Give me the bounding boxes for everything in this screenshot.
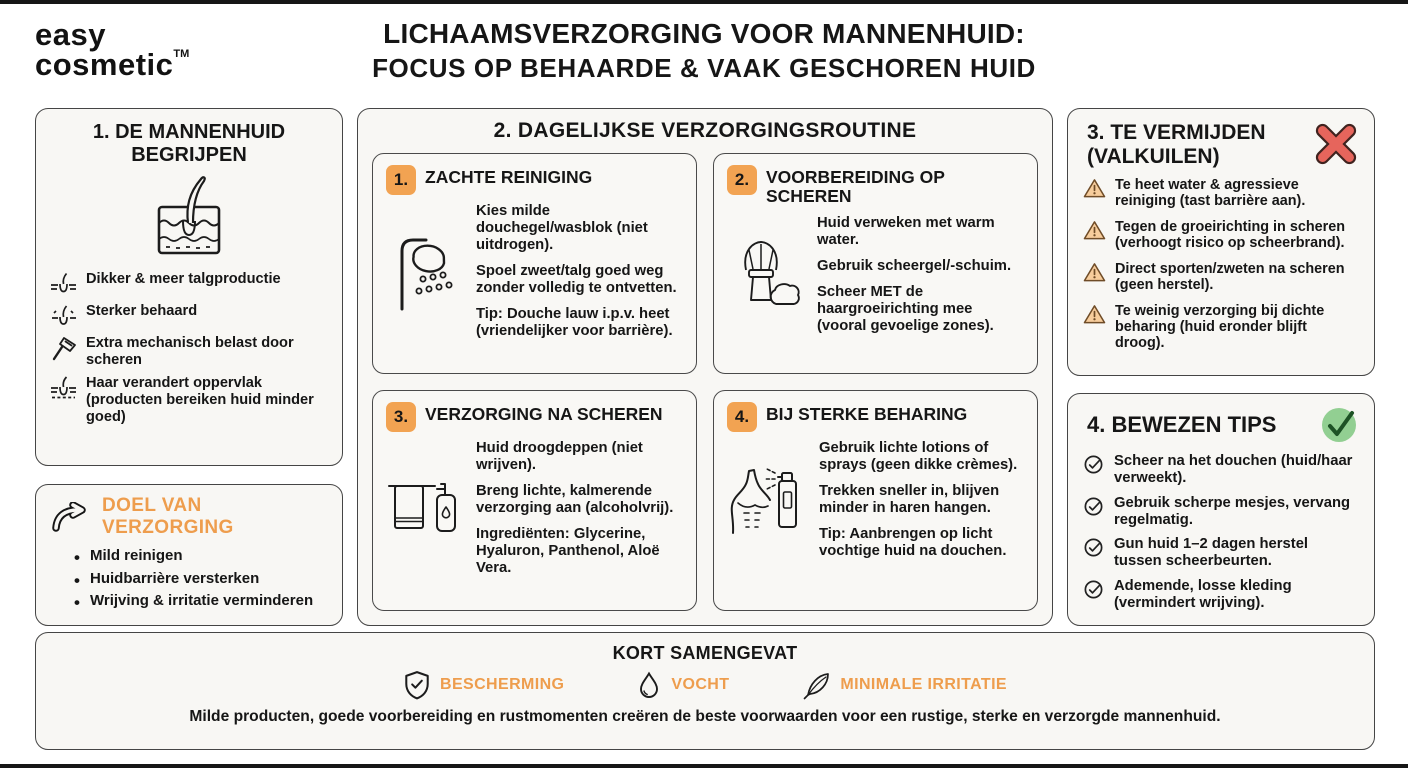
red-cross-icon: [1313, 121, 1359, 167]
step-card-aftershave-care: [372, 390, 697, 611]
check-circle-icon: [1083, 454, 1104, 475]
droplet-icon: [636, 670, 662, 700]
header: [35, 12, 1373, 102]
green-check-icon: [1319, 405, 1359, 445]
tips-list: [1083, 453, 1359, 612]
step-title: VERZORGING NA SCHEREN: [425, 404, 663, 424]
warning-triangle-icon: [1083, 262, 1106, 283]
trademark-mark: TM: [173, 48, 190, 61]
step-number-badge: 1.: [386, 165, 416, 195]
avoid-title: [1083, 121, 1266, 168]
step-point: Breng lichte, kalmerende verzorging aan (alcoholvrij).: [476, 483, 674, 517]
step-point: Ingrediënten: Glycerine, Hyaluron, Panthenol, Aloë Vera.: [476, 526, 660, 577]
feather-icon: [801, 670, 831, 700]
step-point: Gebruik scheergel/-schuim.: [817, 257, 1012, 274]
pillar-moisture: [636, 670, 729, 700]
list-item-text: Scheer na het douchen (huid/haar verweekt).: [1114, 453, 1353, 486]
step-point: Spoel zweet/talg goed weg zonder volledig te ontvetten.: [476, 263, 677, 297]
hair-follicle-icon: [50, 272, 77, 296]
skin-hair-follicle-icon: [143, 171, 235, 269]
pillar-minimal-irritation: [801, 670, 1007, 700]
step-title: BIJ STERKE BEHARING: [766, 404, 968, 424]
summary-pillars: [56, 670, 1354, 700]
routine-grid: [372, 153, 1038, 611]
right-column: [1067, 108, 1375, 626]
page-title-line2: FOCUS OP BEHAARDE & VAAK GESCHOREN HUID: [372, 53, 1036, 83]
list-item: • Mild reinigen: [74, 545, 326, 568]
step-point: Tip: Douche lauw i.p.v. heet (vriendelijker voor barrière).: [476, 306, 673, 340]
main-columns: [35, 108, 1375, 626]
razor-icon: [50, 336, 77, 362]
page-title-line1: LICHAAMSVERZORGING VOOR MANNENHUID:: [383, 18, 1025, 49]
pillar-label: BESCHERMING: [439, 676, 565, 693]
towel-lotion-icon: [386, 440, 468, 577]
summary-text: Milde producten, goede voorbereiding en rustmomenten creëren de beste voorwaarden voor een rustige, sterke en verzorgde mannenhuid.: [189, 708, 1221, 725]
pillar-label: MINIMALE IRRITATIE: [840, 676, 1007, 693]
list-item-text: Te weinig verzorging bij dichte beharing (huid eronder blijft droog).: [1115, 302, 1325, 352]
skin-facts-list: [50, 271, 328, 425]
list-item-text: Gun huid 1–2 dagen herstel tussen scheerbeurten.: [1114, 536, 1309, 570]
routine-title: 2. DAGELIJKSE VERZORGINGSROUTINE: [493, 119, 917, 142]
section-understand-skin: [35, 108, 343, 466]
check-circle-icon: [1083, 496, 1104, 517]
step-card-gentle-cleansing: [372, 153, 697, 374]
brand-line1: easy: [35, 17, 106, 52]
middle-column: [357, 108, 1053, 626]
section-care-goal: [35, 484, 343, 626]
hair-stubble-icon: [50, 304, 77, 328]
list-item-text: Haar verandert oppervlak (producten bereiken huid minder goed): [86, 375, 314, 425]
warning-triangle-icon: [1083, 304, 1106, 325]
shower-icon: [386, 203, 468, 340]
top-border: [0, 0, 1408, 4]
step-point: Tip: Aanbrengen op licht vochtige huid na douchen.: [819, 526, 1007, 560]
list-item: [1083, 303, 1359, 352]
step-number-badge: 4.: [727, 402, 757, 432]
list-item-text: Dikker & meer talgproductie: [86, 271, 281, 287]
left-column: [35, 108, 343, 626]
section-proven-tips: [1067, 393, 1375, 626]
list-item: [1083, 219, 1359, 252]
list-item: [50, 303, 328, 328]
hair-surface-icon: [50, 376, 77, 400]
warning-triangle-icon: [1083, 220, 1106, 241]
step-card-shave-prep: [713, 153, 1038, 374]
section1-title: 1. DE MANNENHUID BEGRIJPEN: [92, 121, 286, 166]
goal-title: DOEL VAN VERZORGING: [102, 495, 234, 538]
list-item: • Huidbarrière versterken: [74, 568, 326, 591]
step-point: Huid droogdeppen (niet wrijven).: [476, 440, 643, 474]
step-card-heavy-hair: [713, 390, 1038, 611]
bottom-border: [0, 764, 1408, 768]
list-item-text: Direct sporten/zweten na scheren (geen herstel).: [1115, 260, 1345, 294]
page-title: [254, 18, 1154, 84]
brand-logo: [35, 17, 190, 83]
list-item: [50, 335, 328, 368]
pillar-protection: [403, 670, 564, 700]
list-item: [50, 375, 328, 425]
list-item-text: Sterker behaard: [86, 303, 198, 319]
list-item-text: Gebruik scherpe mesjes, vervang regelmatig.: [1114, 494, 1351, 528]
avoid-list: [1083, 177, 1359, 352]
list-item: [50, 271, 328, 296]
list-item: [1083, 495, 1359, 529]
goal-list: [74, 545, 326, 613]
check-circle-icon: [1083, 579, 1104, 600]
step-point: Scheer MET de haargroeirichting mee (vooral gevoelige zones).: [817, 283, 994, 334]
avoid-title-line2: (VALKUILEN): [1087, 144, 1220, 168]
section-summary: [35, 632, 1375, 750]
shield-check-icon: [403, 670, 431, 700]
list-item: [1083, 453, 1359, 487]
avoid-title-line1: 3. TE VERMIJDEN: [1087, 121, 1266, 144]
summary-title: KORT SAMENGEVAT: [612, 643, 798, 663]
step-title: VOORBEREIDING OP SCHEREN: [766, 167, 945, 207]
step-point: Kies milde douchegel/wasblok (niet uitdrogen).: [476, 203, 648, 254]
step-number-badge: 3.: [386, 402, 416, 432]
warning-triangle-icon: [1083, 178, 1106, 199]
pillar-label: VOCHT: [671, 676, 730, 693]
list-item-text: Tegen de groeirichting in scheren (verhoogt risico op scheerbrand).: [1115, 218, 1346, 252]
body-spray-icon: [727, 440, 811, 560]
brand-line2: cosmetic: [35, 47, 174, 83]
step-point: Trekken sneller in, blijven minder in haren hangen.: [819, 483, 1000, 517]
list-item-text: Extra mechanisch belast door scheren: [86, 335, 294, 368]
curved-arrow-icon: [52, 502, 92, 532]
shaving-brush-icon: [727, 215, 809, 335]
tips-title: 4. BEWEZEN TIPS: [1087, 412, 1277, 437]
list-item: [1083, 578, 1359, 612]
check-circle-icon: [1083, 537, 1104, 558]
step-number-badge: 2.: [727, 165, 757, 195]
step-title: ZACHTE REINIGING: [425, 167, 593, 187]
section-daily-routine: [357, 108, 1053, 626]
section-avoid-pitfalls: [1067, 108, 1375, 376]
list-item: • Wrijving & irritatie verminderen: [74, 590, 326, 613]
step-point: Huid verweken met warm water.: [817, 214, 995, 248]
list-item: [1083, 261, 1359, 294]
list-item-text: Ademende, losse kleding (vermindert wrijving).: [1114, 578, 1292, 612]
list-item-text: Te heet water & agressieve reiniging (tast barrière aan).: [1115, 177, 1306, 210]
list-item: [1083, 177, 1359, 210]
step-point: Gebruik lichte lotions of sprays (geen dikke crèmes).: [819, 440, 1018, 474]
list-item: [1083, 536, 1359, 570]
